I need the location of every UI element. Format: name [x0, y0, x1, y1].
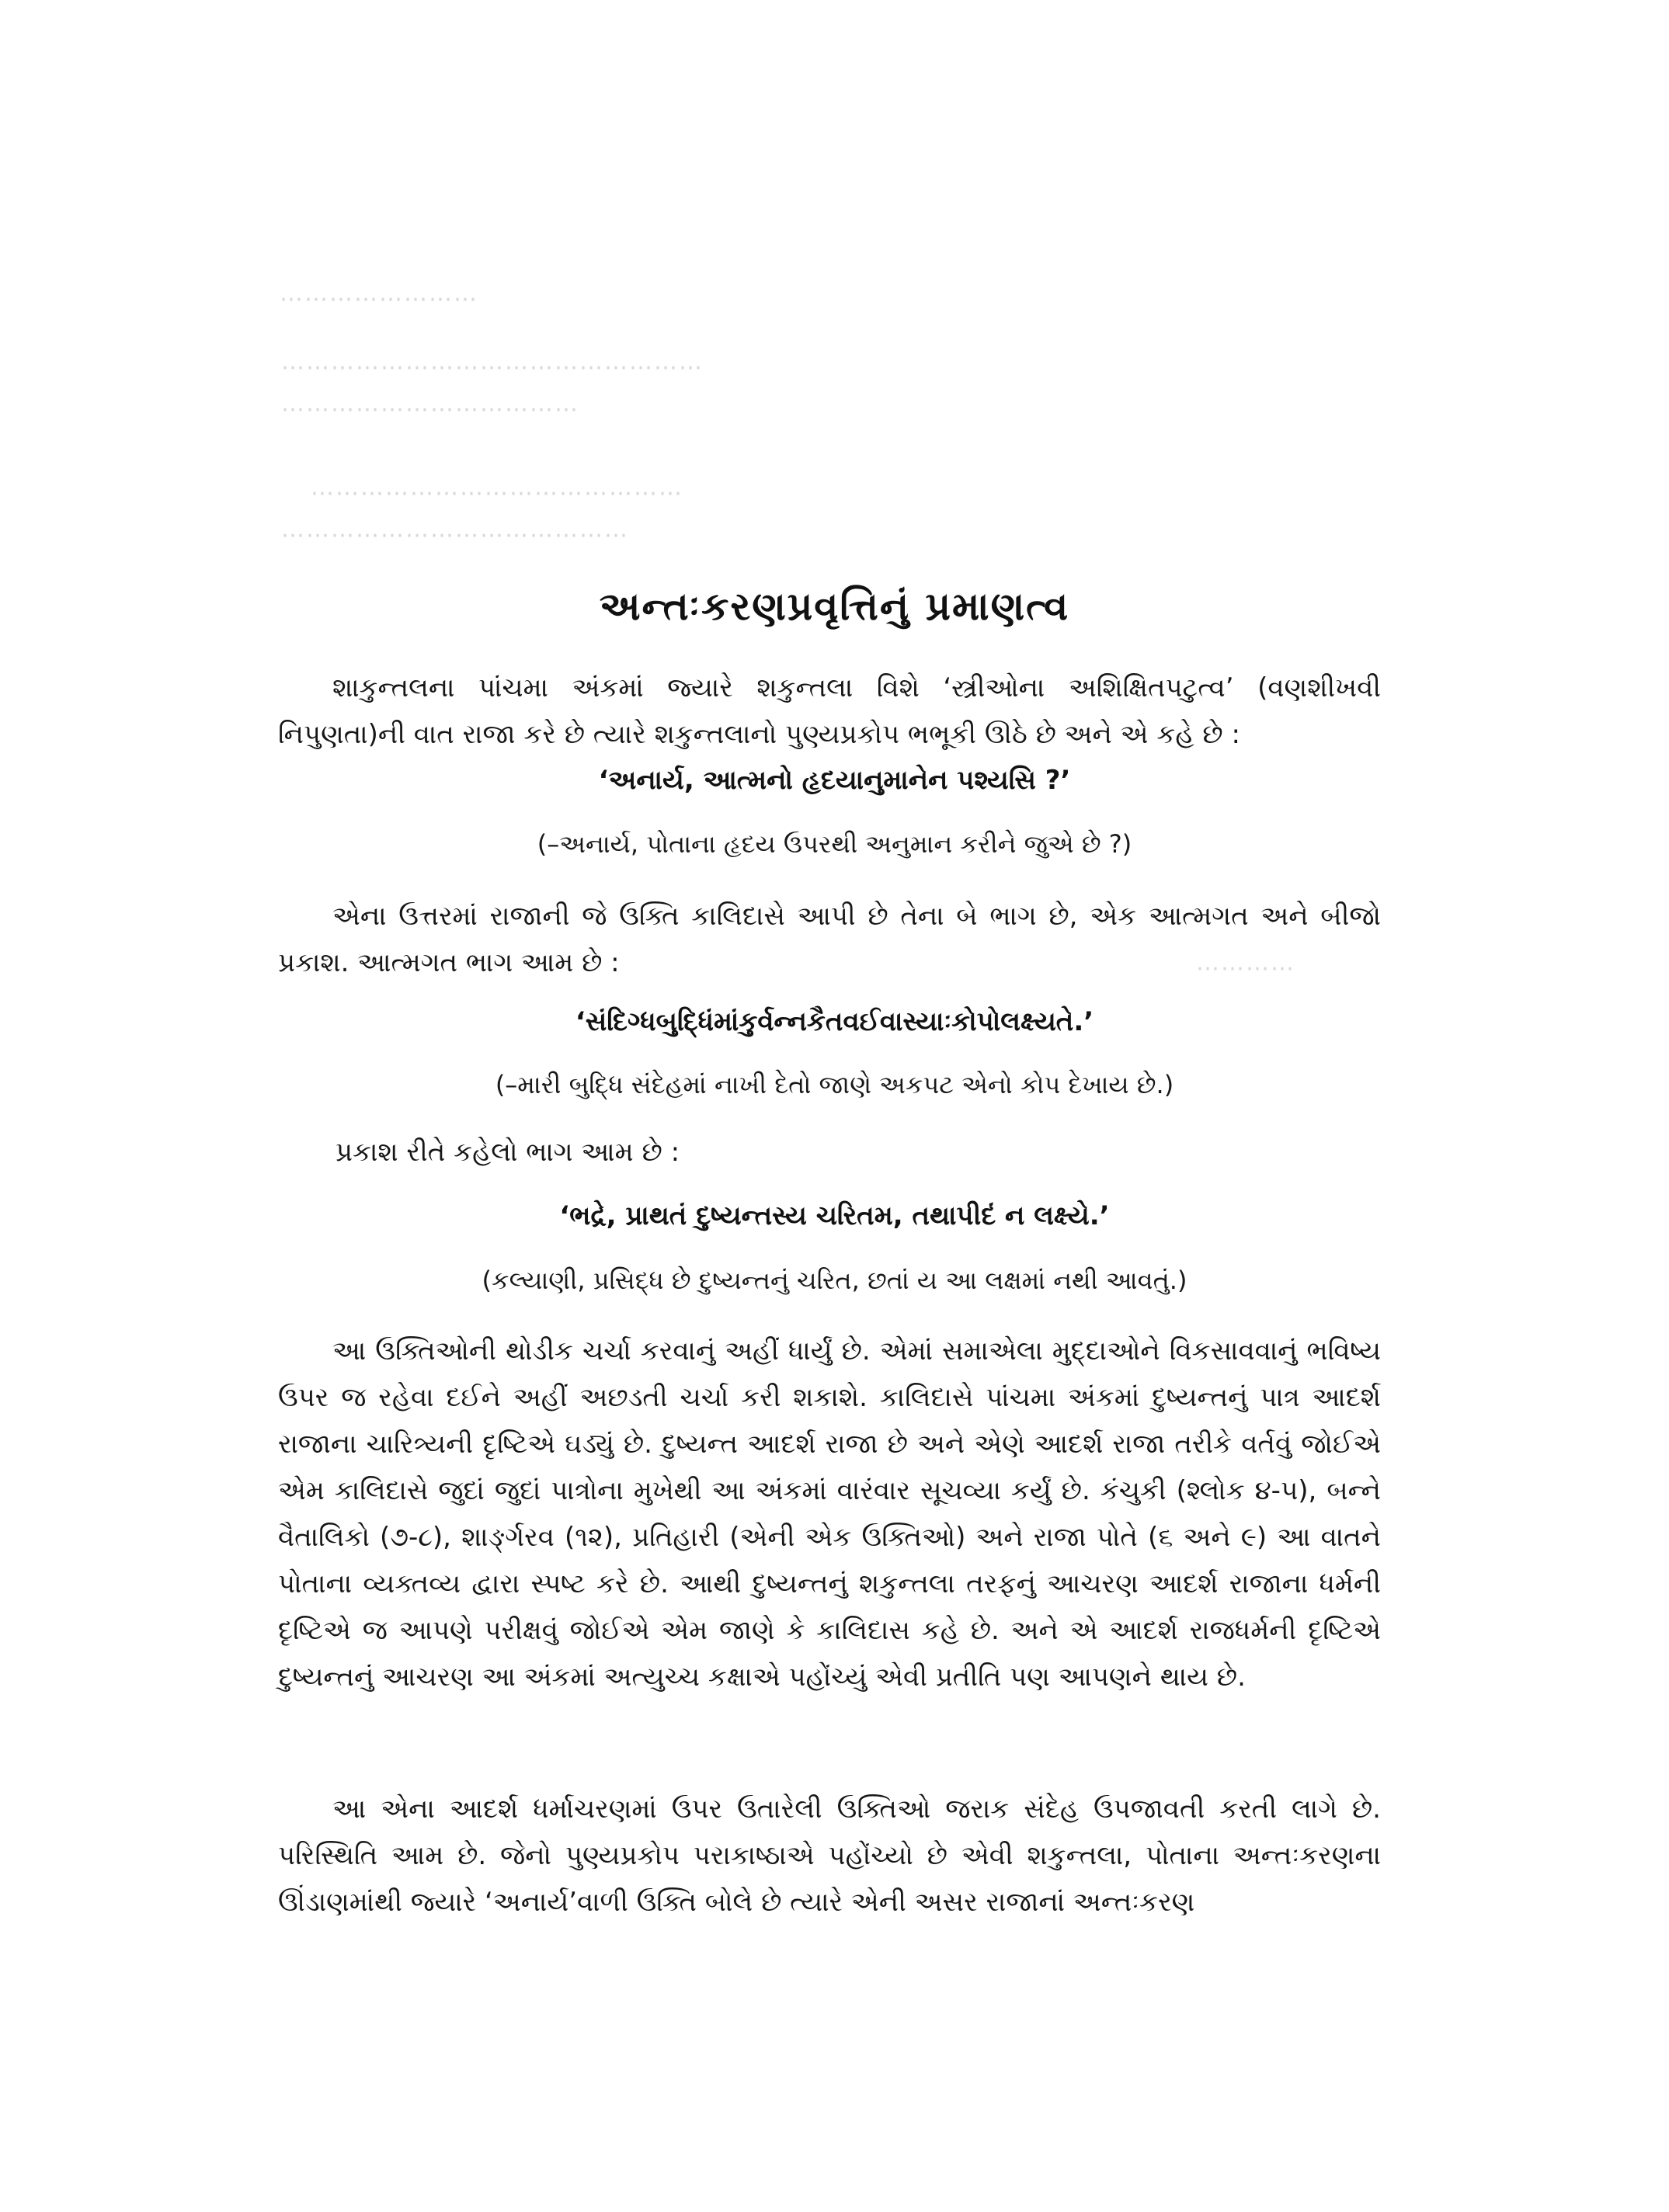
bleed-through-line: ⋯⋯⋯⋯ [1196, 955, 1295, 982]
paragraph-2-text: એના ઉત્તરમાં રાજાની જે ઉક્તિ કાલિદાસે આપી છે તેના બે ભાગ છે, એક આત્મગત અને બીજો પ્રકાશ. આત્મગત ભાગ આમ છે : [278, 901, 1381, 978]
page-title: અન્તઃકરણપ્રવૃત્તિનું પ્રમાણત્વ [599, 584, 1070, 629]
paragraph-intro [278, 665, 1381, 758]
paragraph-3: પ્રકાશ રીતે કહેલો ભાગ આમ છે : [336, 1137, 680, 1168]
bleed-through-header: ⋯⋯⋯⋯⋯⋯⋯⋯ [280, 286, 478, 313]
quote-3: ‘ભદ્રે, પ્રાથતં દુષ્યન્તસ્ય ચરિતમ, તથાપીદં ન લક્ષ્યે.’ [559, 1200, 1110, 1231]
paragraph-5-text: આ એના આદર્શ ધર્માચરણમાં ઉપર ઉતારેલી ઉક્તિઓ જરાક સંદેહ ઉપજાવતી કરતી લાગે છે. પરિસ્થિતિ આમ છે. જેનો પુણ્યપ્રકોપ પરાકાષ્ઠાએ પહોંચ્યો છે એવી શકુન્તલા, પોતાના અન્તઃકરણના ઊંડાણમાંથી જ્યારે ‘અનાર્ય’વાળી ઉક્તિ બોલે છે ત્યારે એની અસર રાજાનાં અન્તઃકરણ [278, 1794, 1381, 1918]
gloss-2: (–મારી બુદ્ધિ સંદેહમાં નાખી દેતો જાણે અકપટ એનો કોપ દેખાય છે.) [495, 1070, 1174, 1099]
bleed-through-line: ⋯⋯⋯⋯⋯⋯⋯⋯⋯⋯⋯⋯⋯⋯⋯ [311, 480, 683, 507]
gloss-1: (–અનાર્ય, પોતાના હૃદય ઉપરથી અનુમાન કરીને જુએ છે ?) [537, 829, 1132, 859]
bleed-through-line: ⋯⋯⋯⋯⋯⋯⋯⋯⋯⋯⋯⋯ [281, 396, 579, 423]
paragraph-4-text: આ ઉક્તિઓની થોડીક ચર્ચા કરવાનું અહીં ધાર્યું છે. એમાં સમાએલા મુદ્દાઓને વિકસાવવાનું ભવિષ્ય ઉપર જ રહેવા દઈને અહીં અછડતી ચર્ચા કરી શકાશે. કાલિદાસે પાંચમા અંકમાં દુષ્યન્તનું પાત્ર આદર્શ રાજાના ચારિત્ર્યની દૃષ્ટિએ ઘડ્યું છે. દુષ્યન્ત આદર્શ રાજા છે અને એણે આદર્શ રાજા તરીકે વર્તવું જોઈએ એમ કાલિદાસે જુદાં જુદાં પાત્રોના મુખેથી આ અંકમાં વારંવાર સૂચવ્યા કર્યું છે. કંચુકી (શ્લોક ૪-૫), બન્ને વૈતાલિકો (૭-૮), શાર્ઙ્ગરવ (૧૨), પ્રતિહારી (એની એક ઉક્તિઓ) અને રાજા પોતે (૬ અને ૯) આ વાતને પોતાના વ્યક્તવ્ય દ્વારા સ્પષ્ટ કરે છે. આથી દુષ્યન્તનું શકુન્તલા તરફનું આચરણ આદર્શ રાજાના ધર્મની દૃષ્ટિએ જ આપણે પરીક્ષવું જોઈએ એમ જાણે કે કાલિદાસ કહે છે. અને એ આદર્શ રાજધર્મની દૃષ્ટિએ દુષ્યન્તનું આચરણ આ અંકમાં અત્યુચ્ચ કક્ષાએ પહોંચ્યું એવી પ્રતીતિ પણ આપણને થાય છે. [278, 1335, 1381, 1693]
bleed-through-line: ⋯⋯⋯⋯⋯⋯⋯⋯⋯⋯⋯⋯⋯⋯ [281, 522, 629, 549]
paragraph-4 [278, 1328, 1381, 1700]
quote-2: ‘સંદિગ્ધબુદ્ધિંમાંકુર્વન્નકૈતવઈવાસ્યાઃકોપોલક્ષ્યતે.’ [575, 1006, 1094, 1037]
quote-1: ‘અનાર્ય, આત્મનો હૃદયાનુમાનેન પશ્યસિ ?’ [598, 765, 1071, 796]
bleed-through-line: ⋯⋯⋯⋯⋯⋯⋯⋯⋯⋯⋯⋯⋯⋯⋯⋯⋯ [281, 354, 704, 381]
paragraph-intro-text: શાકુન્તલના પાંચમા અંકમાં જ્યારે શકુન્તલા વિશે ‘સ્ત્રીઓના અશિક્ષિતપટુત્વ’ (વણશીખવી નિપુણતા)ની વાત રાજા કરે છે ત્યારે શકુન્તલાનો પુણ્યપ્રકોપ ભભૂકી ઊઠે છે અને એ કહે છે : [278, 672, 1381, 750]
paragraph-5 [278, 1786, 1381, 1926]
paragraph-2 [278, 893, 1381, 986]
gloss-3: (કલ્યાણી, પ્રસિદ્ધ છે દુષ્યન્તનું ચરિત, છતાં ય આ લક્ષમાં નથી આવતું.) [482, 1266, 1187, 1295]
